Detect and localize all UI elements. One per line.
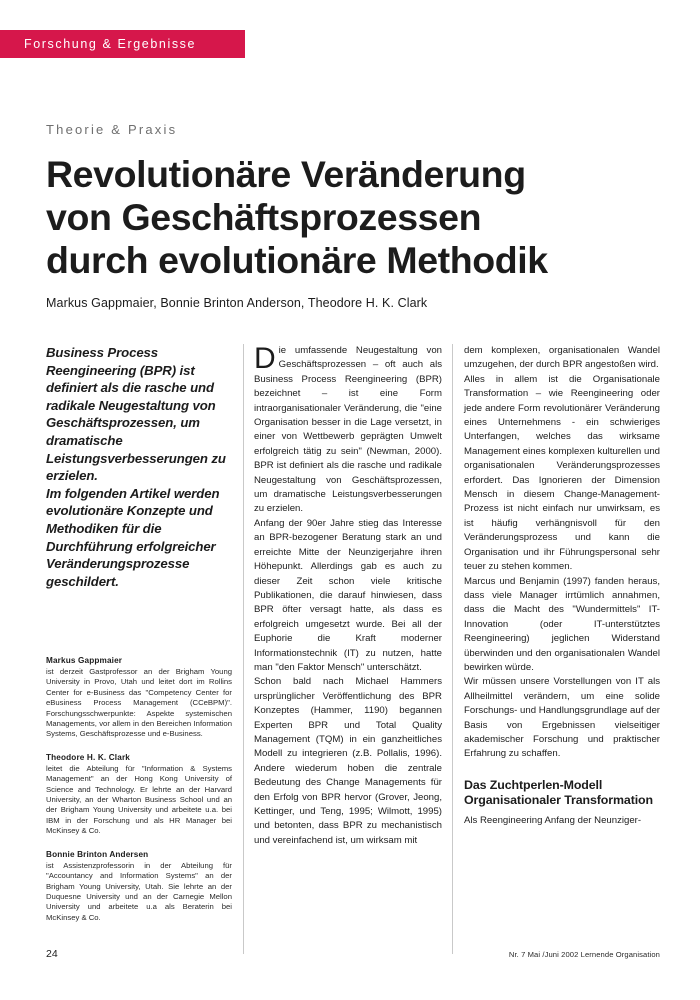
body-paragraph: Anfang der 90er Jahre stieg das Interesse an BPR-bezogener Beratung stark an und erreichte Mitte der Neunzigerjahre ihren Höhepunkt. Allerdings gab es auch zu dieser Zeit schon viele kritische Publikationen, die darauf hinwiesen, dass BPR öfter versagt hatte, als dass es erfolgreich umgesetzt wurde. Bei all der Euphorie die Kraft moderner Informationstechnik (IT) zu nutzen, hatte man "den Faktor Mensch" unterschätzt. xyxy=(254,517,442,673)
column-left xyxy=(46,344,232,954)
author-bios xyxy=(46,656,232,936)
author-bio-name: Theodore H. K. Clark xyxy=(46,752,130,762)
drop-cap: D xyxy=(254,342,276,375)
body-paragraph: Schon bald nach Michael Hammers ursprünglicher Veröffentlichung des BPR Konzeptes (Hammer, 1190) begannen Experten BPR und Total Quality Management (TQM) in ein ganzheitliches Modell zu integrieren (z.B. Pollalis, 1996). Andere wiederum hoben die zentrale Bedeutung des Change Managements für den Erfolg von BPR hervor (Grover, Jeong, Kettinger, und Teng, 1995; Wilmott, 1995) und betonten, dass BPR zu mechanistisch und vereinfachend ist, um wirksam mit xyxy=(254,676,442,846)
author-bio-text: ist Assistenzprofessorin in der Abteilung für "Accountancy and Information Systems" an der Brigham Young University, Utah. Sie lehrte an der Duquesne University und an der Carnegie Mellon University und arbeitete u.a als Beraterin bei McKinsey & Co. xyxy=(46,860,232,922)
headline-line-3: durch evolutionäre Methodik xyxy=(46,239,548,281)
abstract-paragraph: Im folgenden Artikel werden evolutionäre Konzepte und Methodiken für die Durchführung erfolgreicher Veränderungsprozesse geschildert. xyxy=(46,485,220,589)
body-paragraph: Alles in allem ist die Organisationale Transformation – wie Reengineering oder jede andere Form revolutionärer Veränderung eines Unternehmens - ein schwieriges Unterfangen, welches das wirksame Management eines komplexen kulturellen und organisationalen Veränderungsprozesses erfordert. Das Ignorieren der Dimension Mensch in diesem Change-Management-Prozess ist nicht einfach nur unwirksam, es ist häufig verhängnisvoll für den Veränderungsprozess und kann die Organisation und ihr Führungspersonal sehr teuer zu stehen kommen. xyxy=(464,373,660,573)
author-byline: Markus Gappmaier, Bonnie Brinton Anderson, Theodore H. K. Clark xyxy=(46,296,428,310)
author-bio xyxy=(46,753,232,837)
section-banner-label: Forschung & Ergebnisse xyxy=(24,37,197,51)
author-bio xyxy=(46,850,232,923)
headline-line-1: Revolutionäre Veränderung xyxy=(46,153,526,195)
column-divider-1 xyxy=(243,344,244,954)
author-bio-text: ist derzeit Gastprofessor an der Brigham Young University in Provo, Utah und leitet dort im Rollins Center for e-Business das "Competency Center for eBusiness Process Management (CCeBPM)". Forschungsschwerpunkte: Aspekte systemischen Managements, vor allem in den Bereichen Information Systems, Geschäftsprozesse und e-Business. xyxy=(46,667,232,739)
column-middle xyxy=(254,344,442,954)
issue-line: Nr. 7 Mai /Juni 2002 Lernende Organisation xyxy=(508,950,660,959)
article-abstract xyxy=(46,344,232,590)
page-number: 24 xyxy=(46,948,58,960)
author-bio xyxy=(46,656,232,740)
body-paragraph: Als Reengineering Anfang der Neunziger- xyxy=(464,814,642,826)
page-title xyxy=(46,153,660,282)
author-bio-name: Bonnie Brinton Andersen xyxy=(46,849,149,859)
section-heading: Das Zuchtperlen-Modell Organisationaler Transformation xyxy=(464,777,653,808)
section-banner xyxy=(0,30,245,58)
column-right xyxy=(464,344,660,954)
article-kicker: Theorie & Praxis xyxy=(46,122,178,137)
author-bio-text: leitet die Abteilung für "Information & Systems Management" an der Hong Kong University of Science and Technology. Er lehrte an der Harvard University, an der Wharton Business School und an der Brigham Young University und arbeitete u.a. bei IBM in der Forschung und als HR Manager bei McKinsey & Co. xyxy=(46,763,232,836)
body-paragraph-lead xyxy=(254,344,442,517)
author-bio-name: Markus Gappmaier xyxy=(46,656,123,665)
title-block xyxy=(46,122,660,310)
body-paragraph: dem komplexen, organisationalen Wandel umzugehen, der durch BPR angestoßen wird. xyxy=(464,345,660,371)
headline-line-2: von Geschäftsprozessen xyxy=(46,196,482,238)
body-paragraph-lead-text: ie umfassende Neugestaltung von Geschäftsprozessen – oft auch als Business Process Reengineering (BPR) bezeichnet – ist eine Form intraorganisationaler Veränderung, die "eine Organisation besser in die Lage versetzt, in einer von Wettbewerb geprägten Umwelt erfolgreich tätig zu sein" (Newman, 2000). BPR ist definiert als die rasche und radikale Neugestaltung von Geschäftsprozessen, um dramatische Leistungsverbesserungen zu erzielen. xyxy=(254,345,442,515)
body-paragraph: Wir müssen unsere Vorstellungen von IT als Allheilmittel verändern, um eine solide Forschungs- und Handlungsgrundlage auf der Basis von Ergebnissen vielseitiger akademischer Forschung und praktischer Erfahrung zu schaffen. xyxy=(464,676,660,760)
article-columns xyxy=(46,344,660,954)
body-paragraph: Marcus und Benjamin (1997) fanden heraus, dass viele Manager irrtümlich annahmen, dass die Macht des "Wundermittels" IT-Innovation (oder IT-unterstütztes Reengineering) jeglichen Widerstand überwinden und den organisationalen Wandel bewirken würde. xyxy=(464,575,660,673)
column-divider-2 xyxy=(452,344,453,954)
abstract-paragraph: Business Process Reengineering (BPR) ist definiert als die rasche und radikale Neugestaltung von Geschäftsprozessen, um dramatische Leistungsverbesserungen zu erzielen. xyxy=(46,345,226,484)
